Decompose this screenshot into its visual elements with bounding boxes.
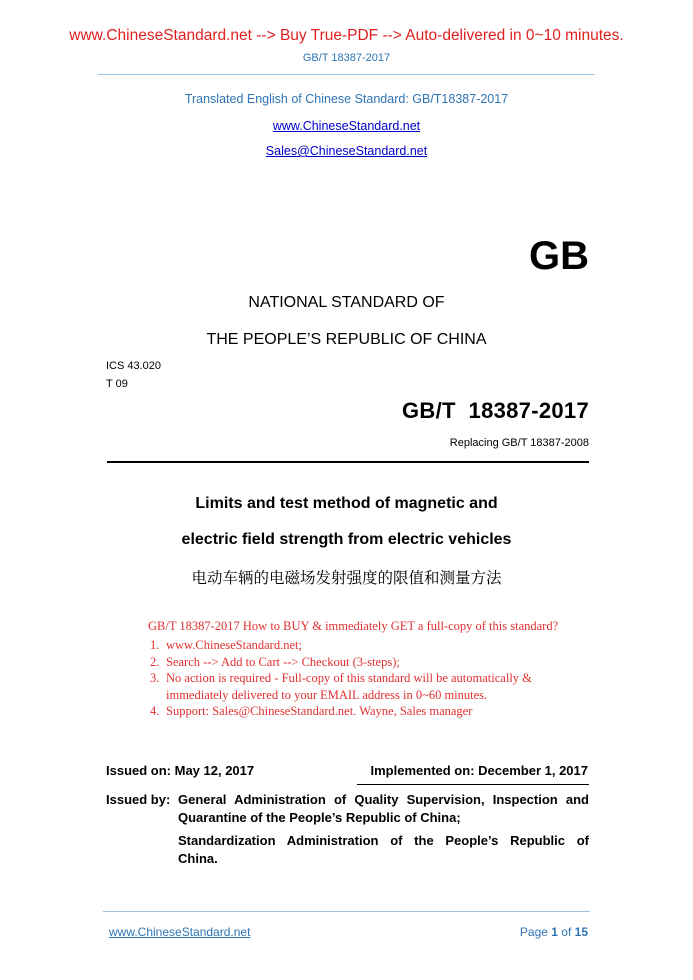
issuer-line1: General Administration of Quality Supervision, Inspection and (178, 792, 589, 807)
translation-title: Translated English of Chinese Standard: GB/T18387-2017 (184, 92, 509, 106)
item-text: immediately delivered to your EMAIL address in 0~60 minutes. (166, 687, 488, 702)
issuer-line4: China. (178, 851, 218, 866)
title-en-line1: Limits and test method of magnetic and (195, 495, 498, 512)
item-number: 1. (150, 638, 160, 652)
classification-code: T 09 (106, 378, 128, 390)
page-total: 15 (574, 925, 588, 939)
item-number: 4. (150, 704, 160, 718)
issuer-block (178, 791, 589, 868)
purchase-item[interactable] (150, 637, 532, 654)
purchase-list (150, 637, 532, 720)
email-link-wrap (0, 142, 693, 160)
item-text: www.ChineseStandard.net; (166, 638, 302, 652)
purchase-heading: GB/T 18387-2017 How to BUY & immediately GET a full-copy of this standard? (148, 619, 559, 633)
purchase-item[interactable] (150, 703, 532, 720)
purchase-item (150, 654, 532, 671)
footer-website-link[interactable]: www.ChineseStandard.net (109, 925, 251, 939)
implemented-underline (357, 784, 589, 785)
purchase-item (150, 687, 532, 704)
title-en-line2: electric field strength from electric vehicles (181, 531, 512, 548)
implemented-date: Implemented on: December 1, 2017 (370, 763, 588, 778)
page-number: 1 (551, 925, 558, 939)
issuer-label: Issued by: (106, 792, 171, 807)
national-standard-line2: THE PEOPLE’S REPUBLIC OF CHINA (206, 331, 487, 348)
item-text: Support: Sales@ChineseStandard.net. Wayne, Sales manager (166, 704, 473, 718)
page-indicator (520, 925, 588, 939)
title-cn: 电动车辆的电磁场发射强度的限值和测量方法 (191, 569, 502, 587)
issuer-line3: Standardization Administration of the People’s Republic of (178, 833, 589, 848)
header-standard-code: GB/T 18387-2017 (302, 52, 391, 64)
issuer-line2: Quarantine of the People’s Republic of China; (178, 810, 461, 825)
item-text: Search --> Add to Cart --> Checkout (3-steps); (166, 654, 400, 669)
item-number: 3. (150, 671, 160, 685)
page-word: Page (519, 925, 552, 939)
gb-logo: GB (529, 234, 589, 278)
replacing-note: Replacing GB/T 18387-2008 (449, 437, 589, 449)
top-divider (98, 74, 595, 75)
issued-date: Issued on: May 12, 2017 (106, 763, 255, 778)
standard-number: GB/T 18387-2017 (401, 398, 589, 423)
footer-divider (103, 911, 590, 912)
website-link-wrap (0, 117, 693, 135)
item-text: No action is required - Full-copy of this standard will be automatically & (166, 671, 532, 685)
website-link[interactable]: www.ChineseStandard.net (272, 119, 421, 133)
item-number: 2. (150, 654, 160, 669)
purchase-item (150, 670, 532, 687)
national-standard-line1: NATIONAL STANDARD OF (248, 294, 445, 311)
title-divider (107, 461, 589, 463)
of-word: of (557, 925, 575, 939)
email-link[interactable]: Sales@ChineseStandard.net (265, 144, 428, 158)
buy-banner[interactable]: www.ChineseStandard.net --> Buy True-PDF --> Auto-delivered in 0~10 minutes. (69, 27, 624, 44)
ics-code: ICS 43.020 (106, 360, 162, 372)
